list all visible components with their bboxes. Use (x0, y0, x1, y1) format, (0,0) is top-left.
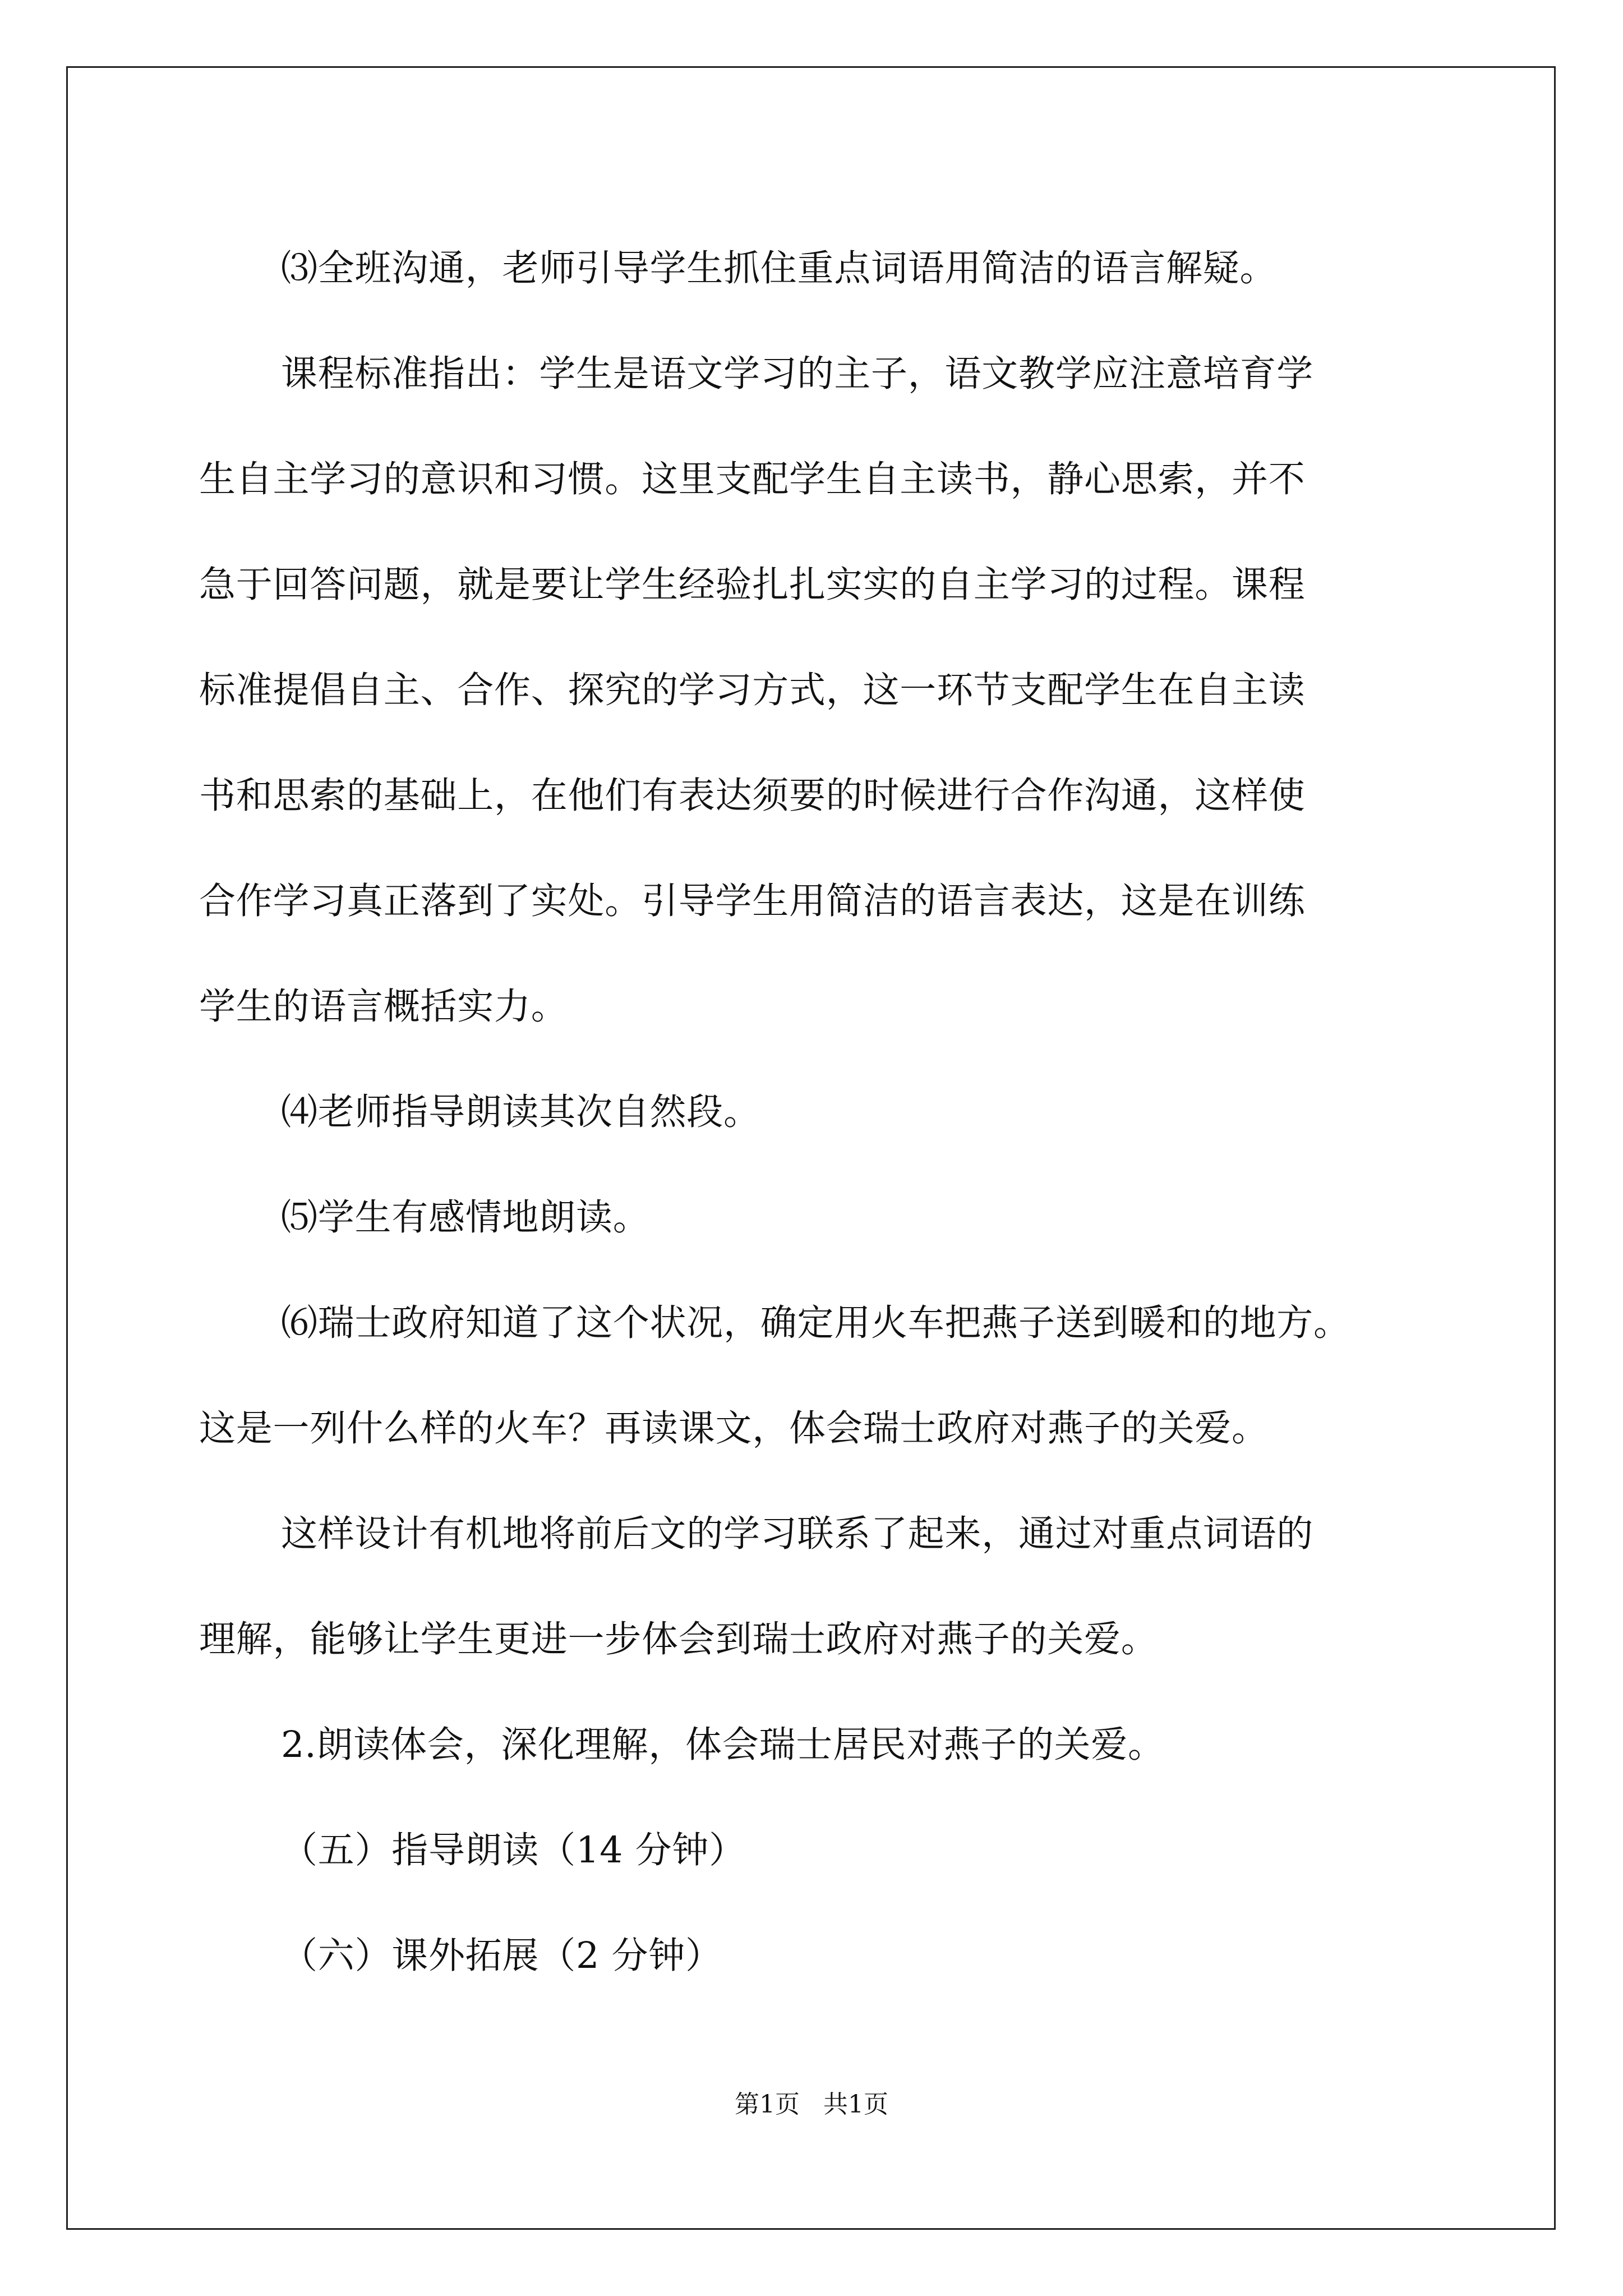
paragraph-line: ⑹瑞士政府知道了这个状况，确定用火车把燕子送到暖和的地方。 (281, 1302, 1350, 1344)
paragraph-line: 标准提倡自主、合作、探究的学习方式，这一环节支配学生在自主读 (199, 669, 1306, 711)
paragraph-line: ⑶全班沟通，老师引导学生抓住重点词语用简洁的语言解疑。 (281, 247, 1277, 289)
paragraph-line: 书和思索的基础上，在他们有表达须要的时候进行合作沟通，这样使 (199, 775, 1306, 817)
section-heading: （五）指导朗读（14 分钟） (281, 1829, 746, 1871)
paragraph-line: ⑸学生有感情地朗读。 (281, 1197, 650, 1239)
paragraph-line: 这是一列什么样的火车？再读课文，体会瑞士政府对燕子的关爱。 (199, 1407, 1269, 1450)
page-footer (0, 2088, 1623, 2122)
paragraph-line: 合作学习真正落到了实处。引导学生用简洁的语言表达，这是在训练 (199, 880, 1306, 922)
paragraph-line: 这样设计有机地将前后文的学习联系了起来，通过对重点词语的 (281, 1513, 1314, 1555)
section-heading: （六）课外拓展（2 分钟） (281, 1935, 722, 1977)
paragraph-line: ⑷老师指导朗读其次自然段。 (281, 1091, 760, 1133)
page-number-total: 共1页 (823, 2090, 888, 2119)
document-body (199, 216, 1461, 2009)
paragraph-line: 急于回答问题，就是要让学生经验扎扎实实的自主学习的过程。课程 (199, 564, 1306, 606)
page-number-current: 第1页 (735, 2090, 800, 2119)
paragraph-line: 课程标准指出：学生是语文学习的主子，语文教学应注意培育学 (281, 353, 1314, 395)
paragraph-line: 2.朗读体会，深化理解，体会瑞士居民对燕子的关爱。 (281, 1724, 1165, 1766)
paragraph-line: 理解，能够让学生更进一步体会到瑞士政府对燕子的关爱。 (199, 1618, 1158, 1660)
paragraph-line: 生自主学习的意识和习惯。这里支配学生自主读书，静心思索，并不 (199, 458, 1306, 500)
paragraph-line: 学生的语言概括实力。 (199, 986, 568, 1028)
